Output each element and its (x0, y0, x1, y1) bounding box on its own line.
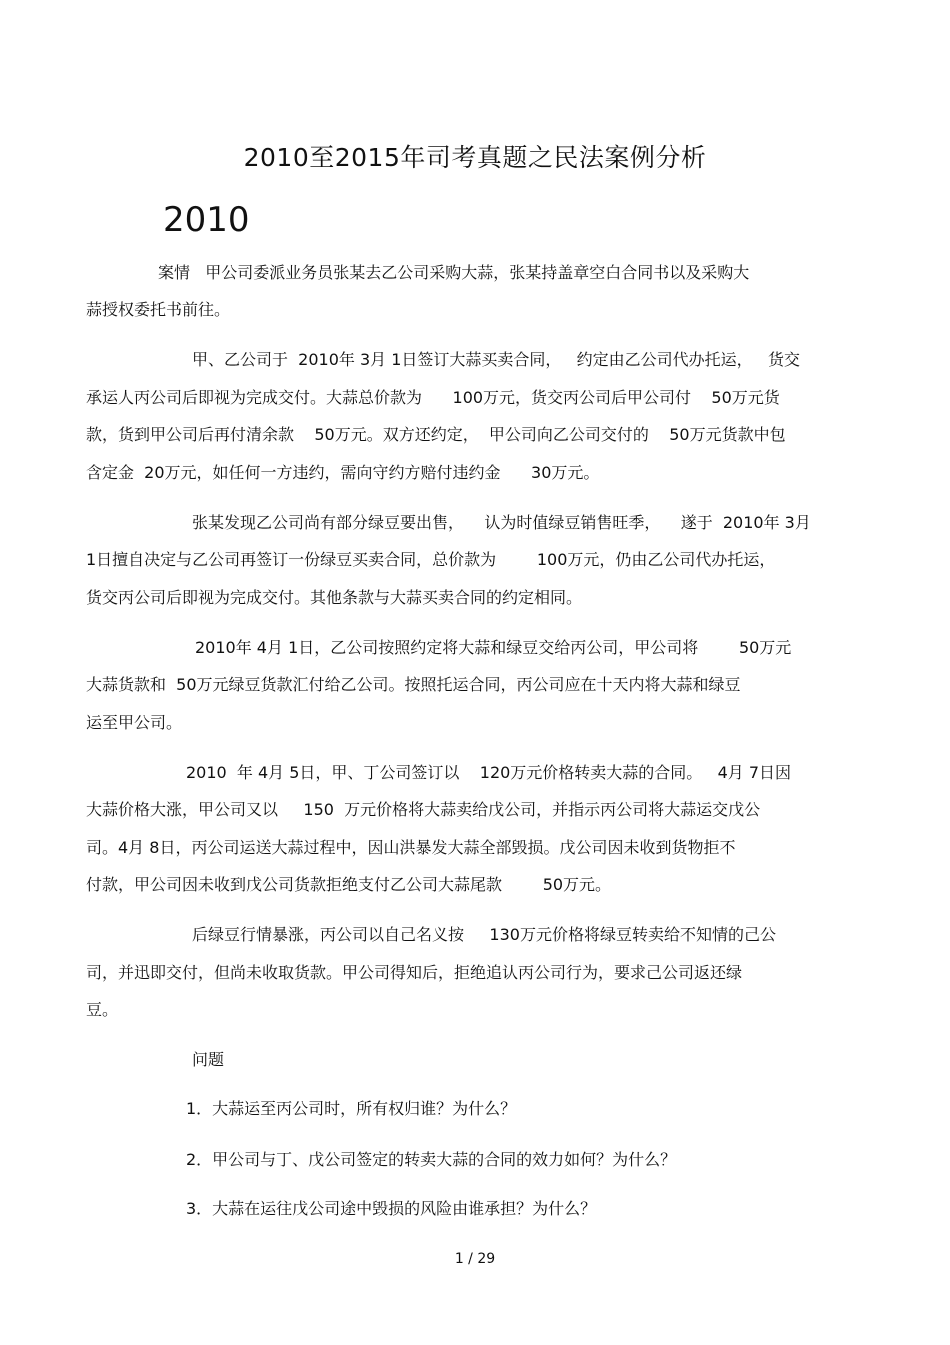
paragraph-line: 付款，甲公司因未收到戊公司货款拒绝支付乙公司大蒜尾款 50万元。 (86, 875, 612, 894)
year-heading: 2010 (163, 200, 250, 240)
paragraph-line: 张某发现乙公司尚有部分绿豆要出售， 认为时值绿豆销售旺季， 遂于 2010年 3月 (192, 513, 811, 532)
paragraph-line: 甲、乙公司于 2010年 3月 1日签订大蒜买卖合同， 约定由乙公司代办托运， 货交 (192, 350, 800, 369)
question-item: 2．甲公司与丁、戊公司签定的转卖大蒜的合同的效力如何？为什么？ (186, 1150, 677, 1169)
document-title: 2010至2015年司考真题之民法案例分析 (243, 143, 707, 172)
paragraph-line: 2010 年 4月 5日，甲、丁公司签订以 120万元价格转卖大蒜的合同。 4月 7日因 (186, 763, 792, 782)
paragraph-line: 后绿豆行情暴涨，丙公司以自己名义按 130万元价格将绿豆转卖给不知情的己公 (192, 925, 776, 944)
paragraph-line: 蒜授权委托书前往。 (86, 300, 231, 319)
paragraph-line: 运至甲公司。 (86, 713, 183, 732)
paragraph-line: 司，并迅即交付，但尚未收取货款。甲公司得知后，拒绝追认丙公司行为，要求己公司返还绿 (86, 963, 743, 982)
question-item: 3．大蒜在运往戊公司途中毁损的风险由谁承担？为什么？ (186, 1199, 597, 1218)
paragraph-line: 大蒜货款和 50万元绿豆货款汇付给乙公司。按照托运合同，丙公司应在十天内将大蒜和绿豆 (86, 675, 741, 694)
paragraph-line: 2010年 4月 1日，乙公司按照约定将大蒜和绿豆交给丙公司，甲公司将 50万元 (195, 638, 792, 657)
section-heading: 问题 (192, 1050, 225, 1069)
paragraph-line: 案情 甲公司委派业务员张某去乙公司采购大蒜，张某持盖章空白合同书以及采购大 (158, 263, 750, 282)
page-number: 1 / 29 (454, 1251, 496, 1267)
paragraph-line: 大蒜价格大涨，甲公司又以 150 万元价格将大蒜卖给戊公司，并指示丙公司将大蒜运交戊公 (86, 800, 761, 819)
question-item: 1．大蒜运至丙公司时，所有权归谁？为什么？ (186, 1099, 517, 1118)
paragraph-line: 含定金 20万元，如任何一方违约，需向守约方赔付违约金 30万元。 (86, 463, 600, 482)
paragraph-line: 款，货到甲公司后再付清余款 50万元。双方还约定， 甲公司向乙公司交付的 50万元货款中包 (86, 425, 786, 444)
paragraph-line: 豆。 (86, 1000, 119, 1019)
paragraph-line: 承运人丙公司后即视为完成交付。大蒜总价款为 100万元，货交丙公司后甲公司付 50万元货 (86, 388, 780, 407)
paragraph-line: 货交丙公司后即视为完成交付。其他条款与大蒜买卖合同的约定相同。 (86, 588, 583, 607)
paragraph-line: 司。4月 8日，丙公司运送大蒜过程中，因山洪暴发大蒜全部毁损。戊公司因未收到货物拒不 (86, 838, 736, 857)
paragraph-line: 1日擅自决定与乙公司再签订一份绿豆买卖合同，总价款为 100万元，仍由乙公司代办托运， (86, 550, 776, 569)
